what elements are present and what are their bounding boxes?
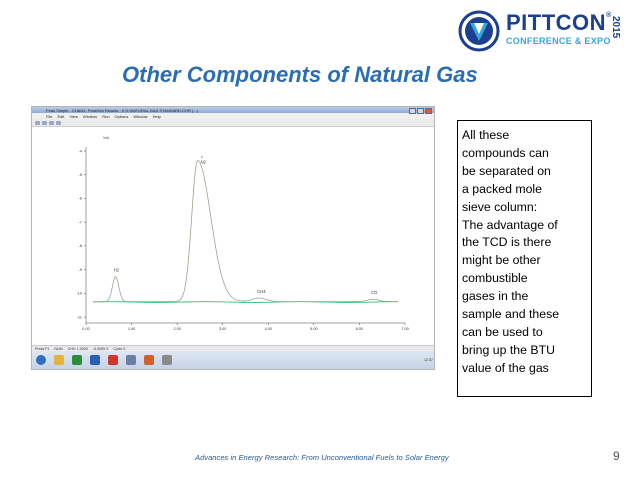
page-number: 9	[613, 449, 620, 463]
slide-footer: Advances in Energy Research: From Unconventional Fuels to Solar Energy	[195, 453, 449, 462]
peak-marker: 7	[200, 154, 203, 160]
menu-item[interactable]: Options	[114, 113, 129, 119]
windows-taskbar	[32, 351, 435, 369]
toolbar-button[interactable]	[49, 121, 54, 125]
excel-icon[interactable]	[72, 355, 82, 365]
info-text-box	[457, 120, 592, 397]
status-text: -0.0005 V	[92, 347, 109, 351]
info-line: gases in the	[462, 289, 529, 304]
info-line: compounds can	[462, 145, 549, 160]
peak-label: CH4	[257, 289, 266, 295]
start-orb-icon[interactable]	[36, 355, 46, 365]
maximize-icon[interactable]	[417, 108, 424, 114]
x-tick-label: 2.00	[173, 327, 181, 331]
peaksimple-icon[interactable]	[126, 355, 136, 365]
menu-item[interactable]: Run	[102, 113, 110, 119]
signal-trace	[93, 161, 398, 302]
status-text: CH0: 1.0000	[67, 347, 88, 351]
y-axis-unit: Volt	[103, 136, 109, 140]
app-red-icon[interactable]	[108, 355, 118, 365]
x-tick-label: 7.00	[401, 327, 409, 331]
x-tick-label: 5.00	[310, 327, 318, 331]
logo-brand: PITTCON®	[506, 10, 612, 35]
pittcon-emblem-icon	[458, 10, 500, 52]
media-icon[interactable]	[162, 355, 172, 365]
menu-item[interactable]: Help	[152, 113, 161, 119]
toolbar-button[interactable]	[56, 121, 61, 125]
info-line: a packed mole	[462, 181, 542, 196]
x-tick-label: 6.00	[355, 327, 364, 331]
slide-title: Other Components of Natural Gas	[122, 62, 478, 87]
y-tick-label: -9	[78, 267, 82, 272]
info-line: sample and these	[462, 307, 560, 322]
info-line: The advantage of	[462, 217, 558, 232]
status-text: Press F1	[35, 347, 50, 351]
folder-icon[interactable]	[54, 355, 64, 365]
info-line: combustible	[462, 271, 528, 286]
menu-item[interactable]: View	[69, 113, 78, 119]
y-tick-label: -5	[78, 173, 82, 178]
x-tick-label: 3.00	[219, 327, 227, 331]
toolbar-button[interactable]	[35, 121, 40, 125]
y-tick-label: -8	[78, 244, 82, 249]
toolbar-button[interactable]	[42, 121, 47, 125]
y-tick-label: -7	[78, 220, 82, 225]
info-line: All these	[462, 128, 510, 142]
word-icon[interactable]	[90, 355, 100, 365]
chromatogram-plot	[32, 127, 434, 345]
clock-text: 12:57	[424, 358, 433, 362]
info-line: bring up the BTU	[462, 342, 555, 357]
status-text: Cycle 0	[113, 347, 126, 351]
x-tick-label: 4.00	[264, 327, 272, 331]
info-line: value of the gas	[462, 360, 549, 375]
info-line: can be used to	[462, 324, 543, 339]
x-tick-label: 0.00	[82, 327, 90, 331]
peak-label: CO	[371, 290, 378, 296]
info-line: the TCD is there	[462, 235, 552, 250]
peak-label: N2	[200, 159, 207, 165]
window-controls	[409, 108, 432, 114]
y-tick-label: -6	[78, 196, 82, 201]
info-line: sieve column:	[462, 199, 538, 214]
powerpoint-icon[interactable]	[144, 355, 154, 365]
minimize-icon[interactable]	[409, 108, 416, 114]
info-line: be separated on	[462, 163, 551, 178]
toolbar	[32, 119, 434, 127]
menu-item[interactable]: Edit	[57, 113, 65, 119]
close-icon[interactable]	[425, 108, 432, 114]
y-tick-label: -11	[76, 315, 82, 320]
y-tick-label: -4	[78, 149, 82, 154]
x-tick-label: 1.00	[127, 327, 136, 331]
pittcon-logo	[458, 10, 628, 54]
chromatogram-screenshot	[31, 106, 435, 370]
logo-subtitle: CONFERENCE & EXPO	[506, 36, 611, 46]
peak-label: H2	[113, 267, 119, 273]
window-title: Peak Simple - CHAN1: PeakSim Results - 9 G:\NATURAL GAS STANDARD.CHR (...)	[46, 107, 198, 113]
menu-item[interactable]: File	[46, 113, 53, 119]
y-tick-label: -10	[76, 291, 82, 296]
status-text: NUM	[54, 347, 63, 351]
info-line: might be other	[462, 253, 541, 268]
menu-item[interactable]: Window	[82, 113, 98, 119]
menu-item[interactable]: Window	[133, 113, 148, 119]
logo-year: 2015	[610, 16, 621, 39]
